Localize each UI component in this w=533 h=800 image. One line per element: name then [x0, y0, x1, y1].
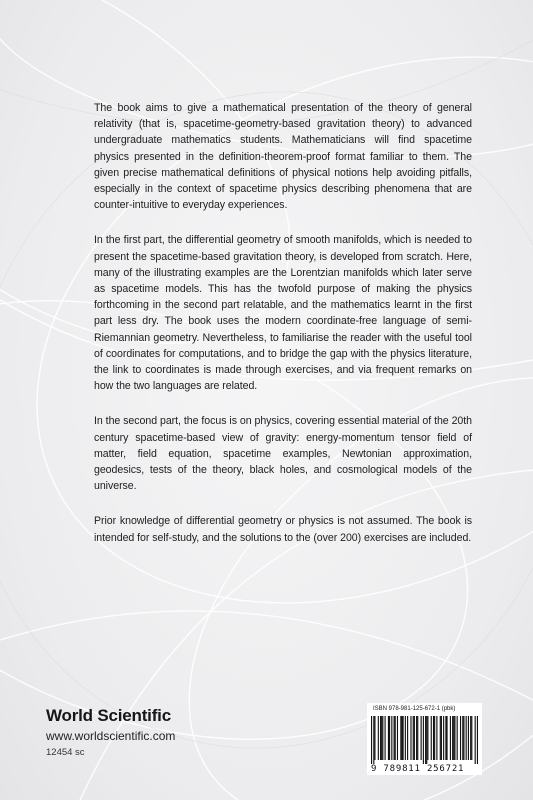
- publisher-name: World Scientific: [46, 706, 171, 725]
- barcode-panel: [367, 703, 482, 775]
- barcode-digits: 9 789811 256721: [371, 764, 465, 774]
- blurb-paragraph-1: The book aims to give a mathematical presentation of the theory of general relativity (that is, spacetime-geometry-based gravitation theory) to advanced undergraduate mathematics students. Mathematicians will find spacetime physics presented in the definition-theorem-proof format familiar to them. The given precise mathematical definitions of physical notions help avoiding pitfalls, especially in the context of spacetime physics describing phenomena that are counter-intuitive to everyday experiences.: [94, 102, 472, 212]
- publisher-url[interactable]: www.worldscientific.com: [46, 729, 176, 743]
- publisher-block: [46, 706, 175, 758]
- blurb-text: [94, 100, 472, 565]
- barcode-icon: [371, 716, 478, 764]
- isbn-label: ISBN 978-981-125-672-1 (pbk): [373, 706, 456, 712]
- blurb-paragraph-2: In the first part, the differential geometry of smooth manifolds, which is needed to present the spacetime-based gravitation theory, is developed from scratch. Here, many of the illustrating examples are the Lorentzian manifolds which later serve as spacetime models. This has the twofold purpose of making the physics forthcoming in the second part relatable, and the mathematics learnt in the first part less dry. The book uses the modern coordinate-free language of semi-Riemannian geometry. Nevertheless, to familiarise the reader with the useful tool of coordinates for computations, and to bridge the gap with the physics literature, the link to coordinates is made through exercises, and via frequent remarks on how the two languages are related.: [94, 234, 472, 393]
- blurb-paragraph-3: In the second part, the focus is on physics, covering essential material of the 20th century spacetime-based view of gravity: energy-momentum tensor field of matter, field equation, spacetime examples, Newtonian approximation, geodesics, tests of the theory, black holes, and cosmological models of the universe.: [94, 415, 472, 493]
- blurb-paragraph-4: Prior knowledge of differential geometry or physics is not assumed. The book is intended for self-study, and the solutions to the (over 200) exercises are included.: [94, 515, 472, 544]
- catalog-code: 12454 sc: [46, 747, 85, 758]
